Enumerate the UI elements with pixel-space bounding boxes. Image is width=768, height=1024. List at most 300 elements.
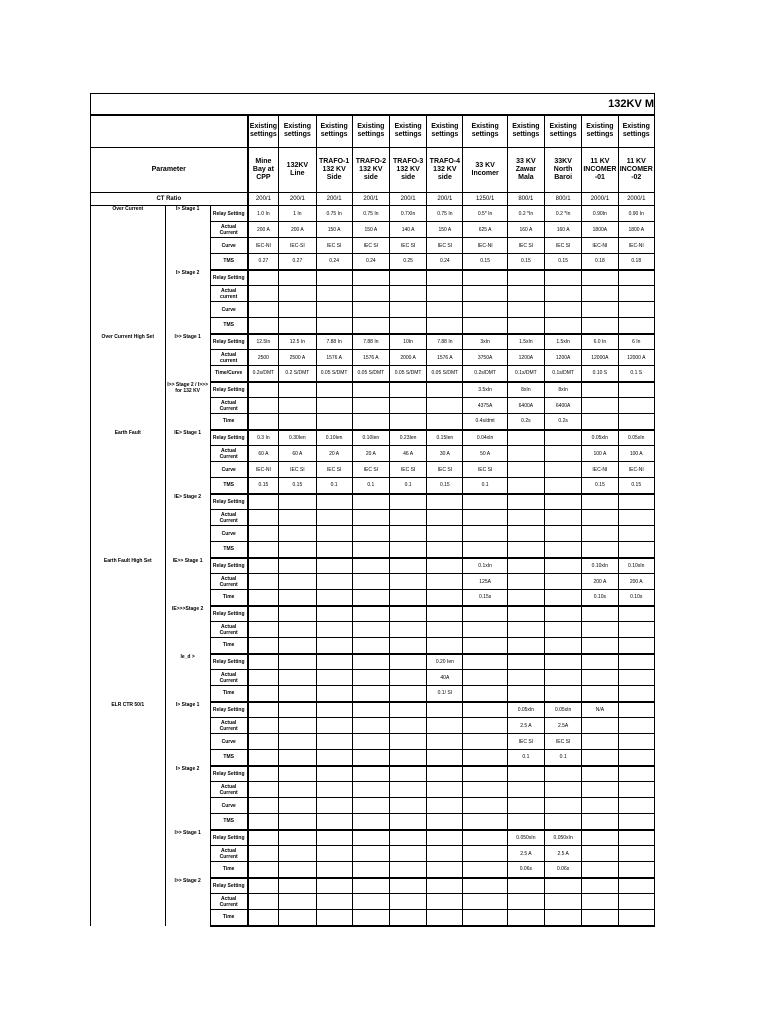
setting-value: 60 A	[279, 446, 316, 462]
stage-label: IE> Stage 1	[165, 430, 210, 446]
parameter-label: Time	[210, 910, 247, 926]
setting-value	[389, 590, 426, 606]
setting-value	[463, 878, 507, 894]
setting-value: 200 A	[618, 574, 655, 590]
setting-value	[582, 766, 618, 782]
stage-label	[165, 814, 210, 830]
setting-value: 0.24	[316, 254, 352, 270]
setting-value: 0.15	[545, 254, 582, 270]
stage-label: I>> Stage 2 / I>>> for 132 KV	[165, 382, 210, 398]
setting-value	[389, 718, 426, 734]
group-label	[91, 382, 166, 398]
setting-value	[507, 526, 544, 542]
setting-value	[279, 382, 316, 398]
setting-value	[507, 318, 544, 334]
group-label	[91, 910, 166, 926]
setting-value	[427, 286, 463, 302]
setting-value	[352, 846, 389, 862]
setting-value	[618, 830, 655, 846]
group-label	[91, 878, 166, 894]
setting-value	[248, 398, 279, 414]
stage-label: IE>>>Stage 2	[165, 606, 210, 622]
parameter-label: TMS	[210, 814, 247, 830]
stage-label: I> Stage 2	[165, 766, 210, 782]
stage-label	[165, 542, 210, 558]
setting-value	[248, 302, 279, 318]
setting-value: 0.05 S/DMT	[352, 366, 389, 382]
setting-value: 0.2 S/DMT	[279, 366, 316, 382]
existing-settings-header: Existing settings	[352, 115, 389, 148]
setting-value	[463, 606, 507, 622]
stage-label	[165, 398, 210, 414]
setting-value: 150 A	[352, 222, 389, 238]
setting-value	[427, 622, 463, 638]
setting-value	[352, 798, 389, 814]
setting-value: 0.2s	[507, 414, 544, 430]
setting-value	[389, 750, 426, 766]
setting-value	[248, 318, 279, 334]
setting-value	[618, 894, 655, 910]
setting-value	[352, 494, 389, 510]
parameter-label: Relay Setting	[210, 430, 247, 446]
setting-value	[463, 782, 507, 798]
setting-value	[248, 542, 279, 558]
table-row	[91, 654, 655, 670]
setting-value	[618, 814, 655, 830]
stage-label: I>> Stage 2	[165, 878, 210, 894]
parameter-label: Relay Setting	[210, 702, 247, 718]
column-header: TRAFO-2 132 KV side	[352, 148, 389, 193]
setting-value	[545, 526, 582, 542]
ct-ratio-row	[91, 193, 655, 206]
setting-value	[507, 654, 544, 670]
setting-value	[618, 606, 655, 622]
existing-settings-header: Existing settings	[316, 115, 352, 148]
setting-value: 50 A	[463, 446, 507, 462]
setting-value: 3.5xIn	[463, 382, 507, 398]
setting-value: 40A	[427, 670, 463, 686]
setting-value	[389, 622, 426, 638]
setting-value	[316, 510, 352, 526]
setting-value	[427, 398, 463, 414]
setting-value	[618, 398, 655, 414]
setting-value: 0.4s/dmt	[463, 414, 507, 430]
group-label: Earth Fault	[91, 430, 166, 446]
column-header: TRAFO-4 132 KV side	[427, 148, 463, 193]
setting-value	[545, 574, 582, 590]
setting-value	[507, 622, 544, 638]
setting-value	[248, 814, 279, 830]
setting-value: IEC SI	[427, 462, 463, 478]
column-names-row	[91, 148, 655, 193]
setting-value	[463, 510, 507, 526]
column-header: TRAFO-3 132 KV side	[389, 148, 426, 193]
setting-value	[316, 718, 352, 734]
group-label	[91, 254, 166, 270]
setting-value: 0.24	[352, 254, 389, 270]
table-row	[91, 910, 655, 926]
setting-value	[618, 702, 655, 718]
parameter-label: Actual Current	[210, 670, 247, 686]
setting-value: 12000 A	[618, 350, 655, 366]
setting-value: 3750A	[463, 350, 507, 366]
setting-value	[389, 798, 426, 814]
setting-value: 0.05 S/DMT	[389, 366, 426, 382]
setting-value	[618, 846, 655, 862]
stage-label	[165, 910, 210, 926]
stage-label	[165, 254, 210, 270]
setting-value	[507, 814, 544, 830]
setting-value	[389, 286, 426, 302]
setting-value	[618, 318, 655, 334]
setting-value	[352, 302, 389, 318]
setting-value: IEC-NI	[248, 462, 279, 478]
stage-label	[165, 734, 210, 750]
setting-value: 2.5A	[545, 718, 582, 734]
table-row	[91, 542, 655, 558]
setting-value	[389, 318, 426, 334]
setting-value: 0.3 In	[248, 430, 279, 446]
setting-value	[316, 846, 352, 862]
group-label	[91, 398, 166, 414]
setting-value	[463, 670, 507, 686]
setting-value	[463, 622, 507, 638]
setting-value: 0.05xIn	[545, 702, 582, 718]
setting-value: 2500 A	[279, 350, 316, 366]
setting-value: 0.10Ien	[352, 430, 389, 446]
setting-value: 0.15	[248, 478, 279, 494]
setting-value	[507, 878, 544, 894]
setting-value: IEC SI	[545, 734, 582, 750]
setting-value: 0.24	[427, 254, 463, 270]
setting-value	[389, 782, 426, 798]
setting-value	[316, 894, 352, 910]
table-row	[91, 478, 655, 494]
stage-label	[165, 350, 210, 366]
setting-value	[279, 798, 316, 814]
table-row	[91, 622, 655, 638]
setting-value	[463, 846, 507, 862]
parameter-label: Actual Current	[210, 846, 247, 862]
setting-value	[545, 654, 582, 670]
setting-value	[352, 590, 389, 606]
setting-value	[316, 270, 352, 286]
group-label: Over Current High Set	[91, 334, 166, 350]
setting-value	[463, 910, 507, 926]
setting-value	[316, 782, 352, 798]
setting-value	[316, 734, 352, 750]
setting-value: 2.5 A	[507, 846, 544, 862]
setting-value	[427, 814, 463, 830]
setting-value: N/A	[582, 702, 618, 718]
setting-value	[248, 606, 279, 622]
setting-value: 12.5In	[248, 334, 279, 350]
table-row	[91, 862, 655, 878]
setting-value	[545, 558, 582, 574]
setting-value: 0.06s	[507, 862, 544, 878]
setting-value	[545, 318, 582, 334]
ct-ratio-value: 2000/1	[582, 193, 618, 206]
setting-value: 0.050xIn	[507, 830, 544, 846]
setting-value	[427, 910, 463, 926]
setting-value	[545, 686, 582, 702]
setting-value	[507, 766, 544, 782]
column-header: Mine Bay at CPP	[248, 148, 279, 193]
setting-value	[352, 622, 389, 638]
existing-settings-header: Existing settings	[463, 115, 507, 148]
stage-label	[165, 302, 210, 318]
setting-value	[427, 382, 463, 398]
setting-value	[352, 270, 389, 286]
setting-value	[582, 878, 618, 894]
ct-ratio-value: 200/1	[248, 193, 279, 206]
setting-value	[507, 542, 544, 558]
table-row	[91, 606, 655, 622]
setting-value	[316, 798, 352, 814]
setting-value	[427, 750, 463, 766]
setting-value	[279, 654, 316, 670]
setting-value	[352, 878, 389, 894]
stage-label	[165, 510, 210, 526]
setting-value: IEC SI	[545, 238, 582, 254]
setting-value	[582, 606, 618, 622]
table-row	[91, 334, 655, 350]
table-row	[91, 782, 655, 798]
setting-value	[316, 686, 352, 702]
table-row	[91, 526, 655, 542]
table-row	[91, 574, 655, 590]
stage-label: I> Stage 1	[165, 206, 210, 222]
table-row	[91, 462, 655, 478]
setting-value: 0.050xIn	[545, 830, 582, 846]
setting-value	[582, 382, 618, 398]
setting-value	[507, 686, 544, 702]
setting-value: 1200A	[545, 350, 582, 366]
setting-value	[427, 782, 463, 798]
setting-value: 0.1s/DMT	[507, 366, 544, 382]
setting-value: 125A	[463, 574, 507, 590]
parameter-label: TMS	[210, 254, 247, 270]
table-row	[91, 750, 655, 766]
setting-value	[427, 830, 463, 846]
setting-value	[279, 302, 316, 318]
setting-value	[618, 670, 655, 686]
group-label: Earth Fault High Set	[91, 558, 166, 574]
setting-value	[248, 718, 279, 734]
setting-value	[389, 606, 426, 622]
setting-value	[582, 718, 618, 734]
setting-value	[582, 318, 618, 334]
setting-value	[389, 686, 426, 702]
setting-value	[248, 670, 279, 686]
setting-value	[545, 302, 582, 318]
setting-value: 0.10s	[618, 590, 655, 606]
setting-value: 0.27	[248, 254, 279, 270]
group-label	[91, 318, 166, 334]
setting-value	[618, 638, 655, 654]
setting-value	[507, 606, 544, 622]
parameter-label: Actual Current	[210, 718, 247, 734]
setting-value: 625 A	[463, 222, 507, 238]
group-label	[91, 686, 166, 702]
setting-value	[352, 750, 389, 766]
setting-value: 0.25	[389, 254, 426, 270]
parameter-label: Relay Setting	[210, 334, 247, 350]
existing-settings-header: Existing settings	[507, 115, 544, 148]
table-row	[91, 494, 655, 510]
setting-value	[352, 510, 389, 526]
setting-value	[463, 302, 507, 318]
setting-value	[316, 542, 352, 558]
setting-value: IEC SI	[279, 462, 316, 478]
table-row	[91, 686, 655, 702]
table-row	[91, 846, 655, 862]
setting-value	[582, 814, 618, 830]
stage-label	[165, 574, 210, 590]
setting-value	[618, 542, 655, 558]
parameter-label: Time/Curve	[210, 366, 247, 382]
setting-value	[352, 734, 389, 750]
setting-value: 0.15	[279, 478, 316, 494]
setting-value: 0.2 *In	[545, 206, 582, 222]
setting-value: 3xIn	[463, 334, 507, 350]
setting-value	[463, 894, 507, 910]
setting-value	[279, 622, 316, 638]
setting-value	[248, 798, 279, 814]
setting-value	[463, 750, 507, 766]
setting-value: IEC SI	[427, 238, 463, 254]
setting-value	[352, 558, 389, 574]
setting-value: IEC SI	[316, 462, 352, 478]
setting-value: 0.27	[279, 254, 316, 270]
setting-value	[618, 766, 655, 782]
existing-settings-header: Existing settings	[389, 115, 426, 148]
setting-value	[545, 270, 582, 286]
setting-value: 0.1	[316, 478, 352, 494]
setting-value	[352, 654, 389, 670]
stage-label	[165, 622, 210, 638]
table-row	[91, 430, 655, 446]
setting-value	[248, 686, 279, 702]
setting-value	[582, 782, 618, 798]
setting-value: 100 A	[582, 446, 618, 462]
setting-value	[618, 750, 655, 766]
setting-value	[279, 526, 316, 542]
group-label	[91, 222, 166, 238]
setting-value: 200 A	[582, 574, 618, 590]
setting-value	[352, 766, 389, 782]
table-row	[91, 558, 655, 574]
group-label	[91, 286, 166, 302]
setting-value	[352, 318, 389, 334]
stage-label	[165, 670, 210, 686]
setting-value	[463, 286, 507, 302]
setting-value	[545, 798, 582, 814]
parameter-label: Actual Current	[210, 574, 247, 590]
group-label	[91, 638, 166, 654]
setting-value: 0.15s	[463, 590, 507, 606]
setting-value	[427, 846, 463, 862]
setting-value	[316, 494, 352, 510]
setting-value	[427, 766, 463, 782]
setting-value	[279, 270, 316, 286]
setting-value: 0.1/ SI	[427, 686, 463, 702]
setting-value	[248, 766, 279, 782]
relay-settings-sheet	[90, 93, 655, 921]
setting-value	[582, 894, 618, 910]
column-header: 33KV North Baroi	[545, 148, 582, 193]
stage-label: IE> Stage 2	[165, 494, 210, 510]
setting-value: 1576 A	[352, 350, 389, 366]
group-label	[91, 750, 166, 766]
setting-value	[352, 718, 389, 734]
group-label	[91, 622, 166, 638]
group-label	[91, 782, 166, 798]
setting-value	[279, 414, 316, 430]
setting-value: 0.15	[582, 478, 618, 494]
setting-value	[316, 814, 352, 830]
existing-settings-header: Existing settings	[582, 115, 618, 148]
setting-value	[427, 606, 463, 622]
table-row	[91, 366, 655, 382]
setting-value	[507, 430, 544, 446]
setting-value	[279, 766, 316, 782]
setting-value	[582, 414, 618, 430]
group-label	[91, 862, 166, 878]
table-row	[91, 878, 655, 894]
setting-value	[427, 510, 463, 526]
setting-value: 10In	[389, 334, 426, 350]
parameter-label: Relay Setting	[210, 270, 247, 286]
parameter-label: TMS	[210, 750, 247, 766]
setting-value	[389, 862, 426, 878]
setting-value	[463, 526, 507, 542]
parameter-label: Relay Setting	[210, 606, 247, 622]
setting-value	[427, 862, 463, 878]
setting-value	[427, 526, 463, 542]
setting-value	[582, 910, 618, 926]
stage-label	[165, 718, 210, 734]
setting-value: 2000 A	[389, 350, 426, 366]
setting-value: 6 In	[618, 334, 655, 350]
setting-value: 8xIn	[545, 382, 582, 398]
table-row	[91, 894, 655, 910]
table-row	[91, 302, 655, 318]
setting-value	[389, 414, 426, 430]
setting-value	[248, 830, 279, 846]
stage-label	[165, 798, 210, 814]
setting-value	[279, 750, 316, 766]
setting-value	[248, 910, 279, 926]
setting-value: 7.88 In	[352, 334, 389, 350]
stage-label	[165, 478, 210, 494]
group-label: Over Current	[91, 206, 166, 222]
group-label	[91, 238, 166, 254]
setting-value	[507, 270, 544, 286]
setting-value	[545, 590, 582, 606]
setting-value	[618, 862, 655, 878]
table-row	[91, 814, 655, 830]
setting-value: 0.7XIn	[389, 206, 426, 222]
column-header: 33 KV Zawar Mala	[507, 148, 544, 193]
setting-value	[352, 782, 389, 798]
setting-value: 60 A	[248, 446, 279, 462]
setting-value: 0.15	[618, 478, 655, 494]
stage-label	[165, 222, 210, 238]
setting-value: IEC-NI	[248, 238, 279, 254]
setting-value	[352, 894, 389, 910]
parameter-label: Actual Current	[210, 622, 247, 638]
